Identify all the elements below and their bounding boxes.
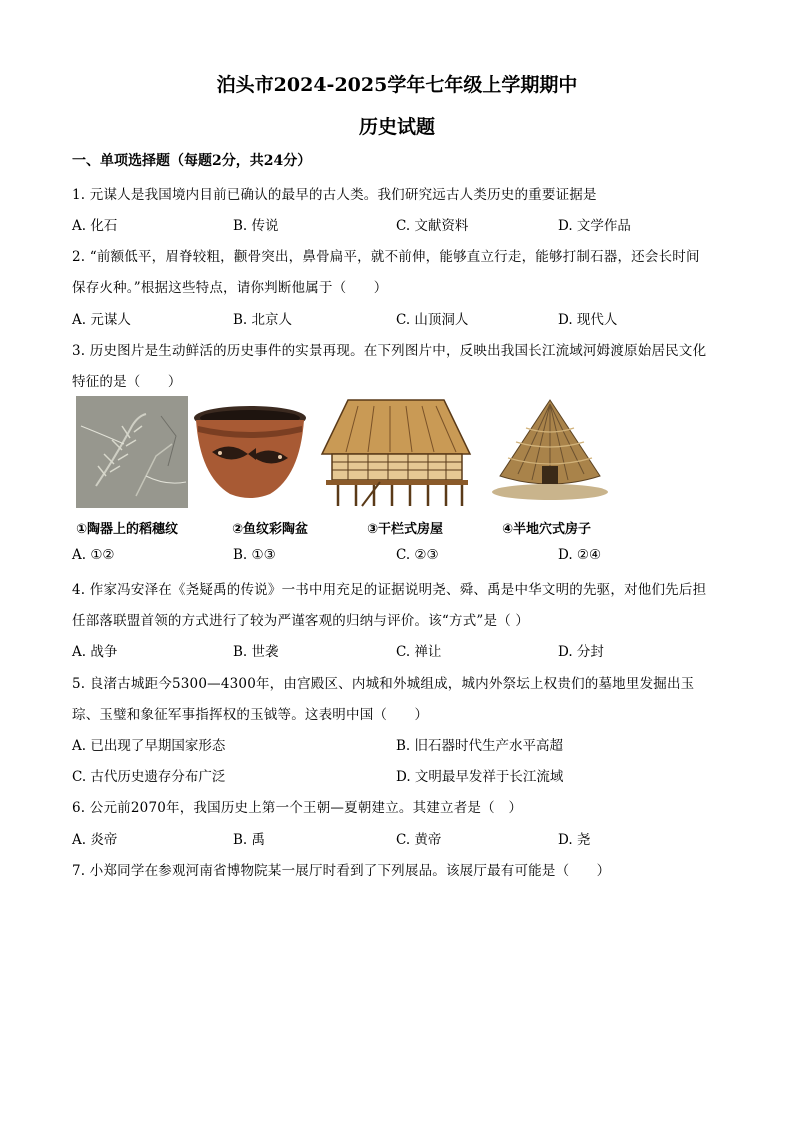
question-4-option-b: B. 世袭 <box>233 644 279 660</box>
question-2-option-a: A. 元谋人 <box>72 312 131 328</box>
question-6-option-c: C. 黄帝 <box>396 832 442 848</box>
question-4-stem-line1: 4. 作家冯安泽在《尧疑禹的传说》一书中用充足的证据说明尧、舜、禹是中华文明的先驱，对他们先后担 <box>72 582 707 598</box>
question-6-option-d: D. 尧 <box>558 832 591 848</box>
question-4-stem-line2: 任部落联盟首领的方式进行了较为严谨客观的归纳与评价。该“方式”是（ ） <box>72 613 530 629</box>
question-3-stem-line2: 特征的是（ ） <box>72 374 182 390</box>
picture-caption-2: ②鱼纹彩陶盆 <box>232 522 309 537</box>
question-1-stem: 1. 元谋人是我国境内目前已确认的最早的古人类。我们研究远古人类历史的重要证据是 <box>72 187 597 203</box>
question-2-stem-line1: 2. “前额低平，眉脊较粗，颧骨突出，鼻骨扁平，就不前伸，能够直立行走，能够打制石器，还会长时间 <box>72 249 700 265</box>
picture-caption-1: ①陶器上的稻穗纹 <box>76 522 179 537</box>
question-2-stem-line2: 保存火种。”根据这些特点，请你判断他属于（ ） <box>72 280 388 296</box>
question-4-option-d: D. 分封 <box>558 644 604 660</box>
question-2-option-c: C. 山顶洞人 <box>396 312 469 328</box>
question-4-option-a: A. 战争 <box>72 644 118 660</box>
question-5-stem-line2: 琮、玉璧和象征军事指挥权的玉钺等。这表明中国（ ） <box>72 707 429 723</box>
question-4-option-c: C. 禅让 <box>396 644 442 660</box>
question-2-option-b: B. 北京人 <box>233 312 293 328</box>
question-5-stem-line1: 5. 良渚古城距今5300—4300年，由宫殿区、内城和外城组成，城内外祭坛上权贵们的墓地里发掘出玉 <box>72 676 695 692</box>
section-heading: 一、单项选择题（每题2分，共24分） <box>72 153 312 169</box>
stilt-house-image <box>318 396 474 508</box>
picture-caption-3: ③干栏式房屋 <box>367 522 444 537</box>
question-5-option-d: D. 文明最早发祥于长江流域 <box>396 769 564 785</box>
fish-pattern-basin-image <box>190 396 310 508</box>
exam-subtitle: 历史试题 <box>358 116 435 138</box>
question-1-option-b: B. 传说 <box>233 218 279 234</box>
question-5-option-b: B. 旧石器时代生产水平高超 <box>396 738 564 754</box>
rice-ear-pottery-image <box>76 396 188 508</box>
question-6-stem: 6. 公元前2070年，我国历史上第一个王朝—夏朝建立。其建立者是（ ） <box>72 800 523 816</box>
question-1-option-d: D. 文学作品 <box>558 218 631 234</box>
exam-title: 泊头市2024-2025学年七年级上学期期中 <box>216 74 578 96</box>
question-3-stem-line1: 3. 历史图片是生动鲜活的历史事件的实景再现。在下列图片中，反映出我国长江流域河姆渡原始居民文化 <box>72 343 707 359</box>
question-1-option-a: A. 化石 <box>72 218 118 234</box>
picture-caption-4: ④半地穴式房子 <box>502 522 592 537</box>
question-6-option-a: A. 炎帝 <box>72 832 118 848</box>
question-1-option-c: C. 文献资料 <box>396 218 469 234</box>
question-2-option-d: D. 现代人 <box>558 312 618 328</box>
question-3-option-d: D. ②④ <box>558 547 602 563</box>
question-5-option-c: C. 古代历史遗存分布广泛 <box>72 769 226 785</box>
question-3-option-a: A. ①② <box>72 547 115 563</box>
question-7-stem: 7. 小郑同学在参观河南省博物院某一展厅时看到了下列展品。该展厅最有可能是（ ） <box>72 863 611 879</box>
question-3-option-c: C. ②③ <box>396 547 439 563</box>
question-6-option-b: B. 禹 <box>233 832 266 848</box>
question-5-option-a: A. 已出现了早期国家形态 <box>72 738 226 754</box>
question-3-option-b: B. ①③ <box>233 547 276 563</box>
semi-subterranean-house-image <box>488 396 612 508</box>
